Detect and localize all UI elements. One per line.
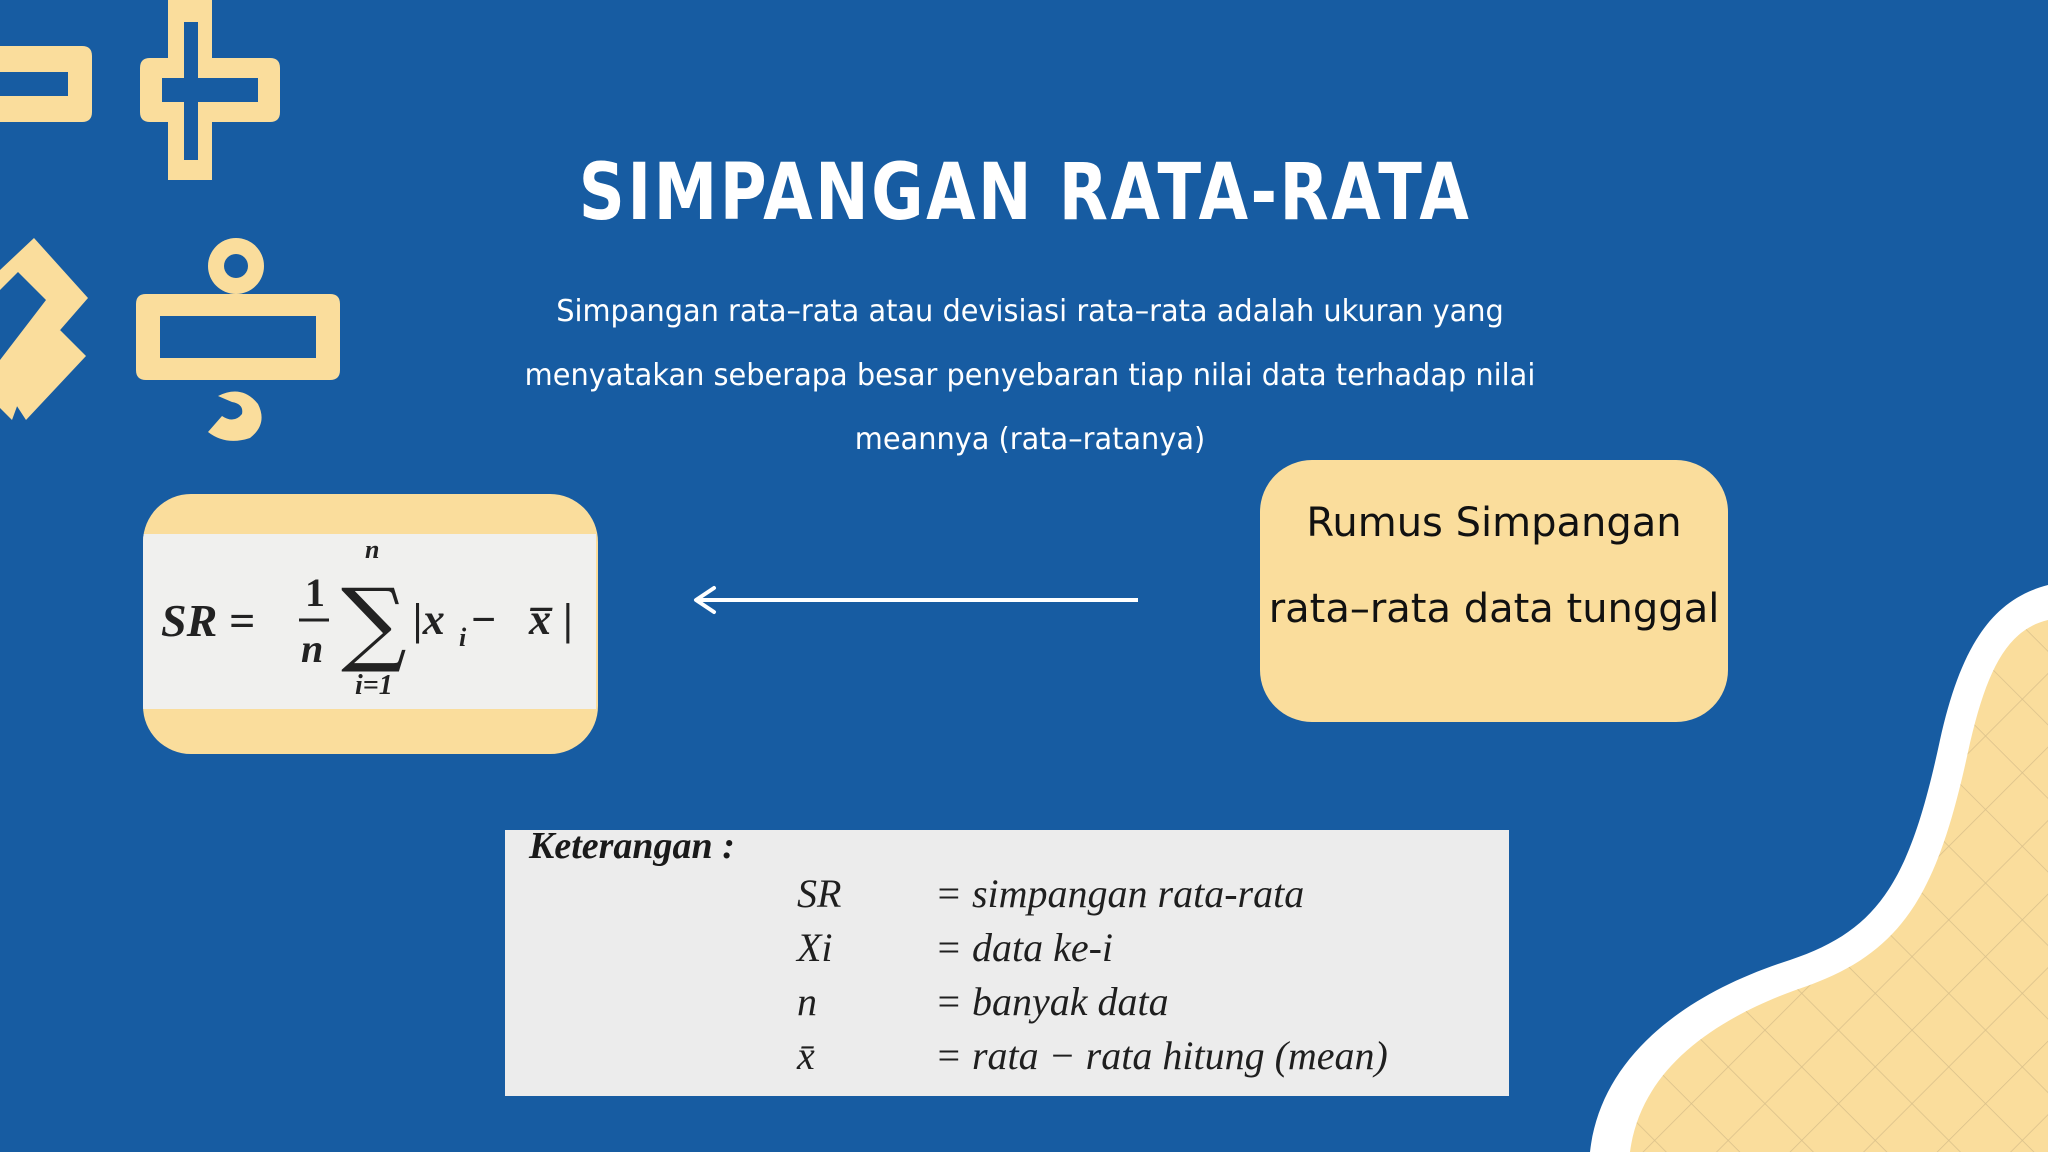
keterangan-meaning: = simpangan rata-rata: [935, 871, 1305, 916]
formula-subscript: i: [459, 623, 467, 652]
keterangan-row: [505, 978, 1509, 1030]
formula-body-close: |: [563, 595, 573, 644]
slide-description: Simpangan rata–rata atau devisiasi rata–rata adalah ukuran yang menyatakan seberapa besar penyebaran tiap nilai data terhadap nilai meannya (rata–ratanya): [524, 294, 1536, 457]
keterangan-row: [505, 870, 1509, 922]
formula-body-open: |x: [413, 595, 445, 644]
formula-card: [143, 494, 598, 754]
keterangan-symbol: SR: [797, 871, 842, 916]
formula-xbar: x̅: [529, 595, 551, 644]
formula-numerator: 1: [305, 570, 325, 615]
keterangan-panel: [505, 830, 1509, 1096]
formula-minus: −: [471, 595, 497, 644]
keterangan-row: [505, 924, 1509, 976]
keterangan-meaning: = rata − rata hitung (mean): [935, 1033, 1388, 1078]
keterangan-row: [505, 1032, 1509, 1084]
keterangan-title: Keterangan :: [529, 830, 735, 867]
formula-denominator: n: [301, 626, 324, 671]
keterangan-symbol: Xi: [797, 925, 833, 970]
keterangan-symbol: x̄: [797, 1033, 815, 1078]
formula-lhs: SR =: [161, 595, 255, 646]
rumus-card: [1260, 460, 1728, 722]
sum-sign: ∑: [341, 569, 407, 676]
keterangan-meaning: = data ke-i: [935, 925, 1114, 970]
mean-deviation-formula: [143, 534, 596, 709]
keterangan-symbol: n: [797, 979, 817, 1024]
rumus-label: Rumus Simpangan rata–rata data tunggal: [1268, 500, 1720, 632]
sum-upper-limit: n: [365, 535, 380, 564]
slide-title: SIMPANGAN RATA-RATA: [578, 148, 1472, 238]
keterangan-meaning: = banyak data: [935, 979, 1169, 1024]
formula-image: [143, 534, 596, 709]
sum-lower-limit: i=1: [355, 670, 393, 701]
left-arrow-icon: [690, 584, 1140, 616]
